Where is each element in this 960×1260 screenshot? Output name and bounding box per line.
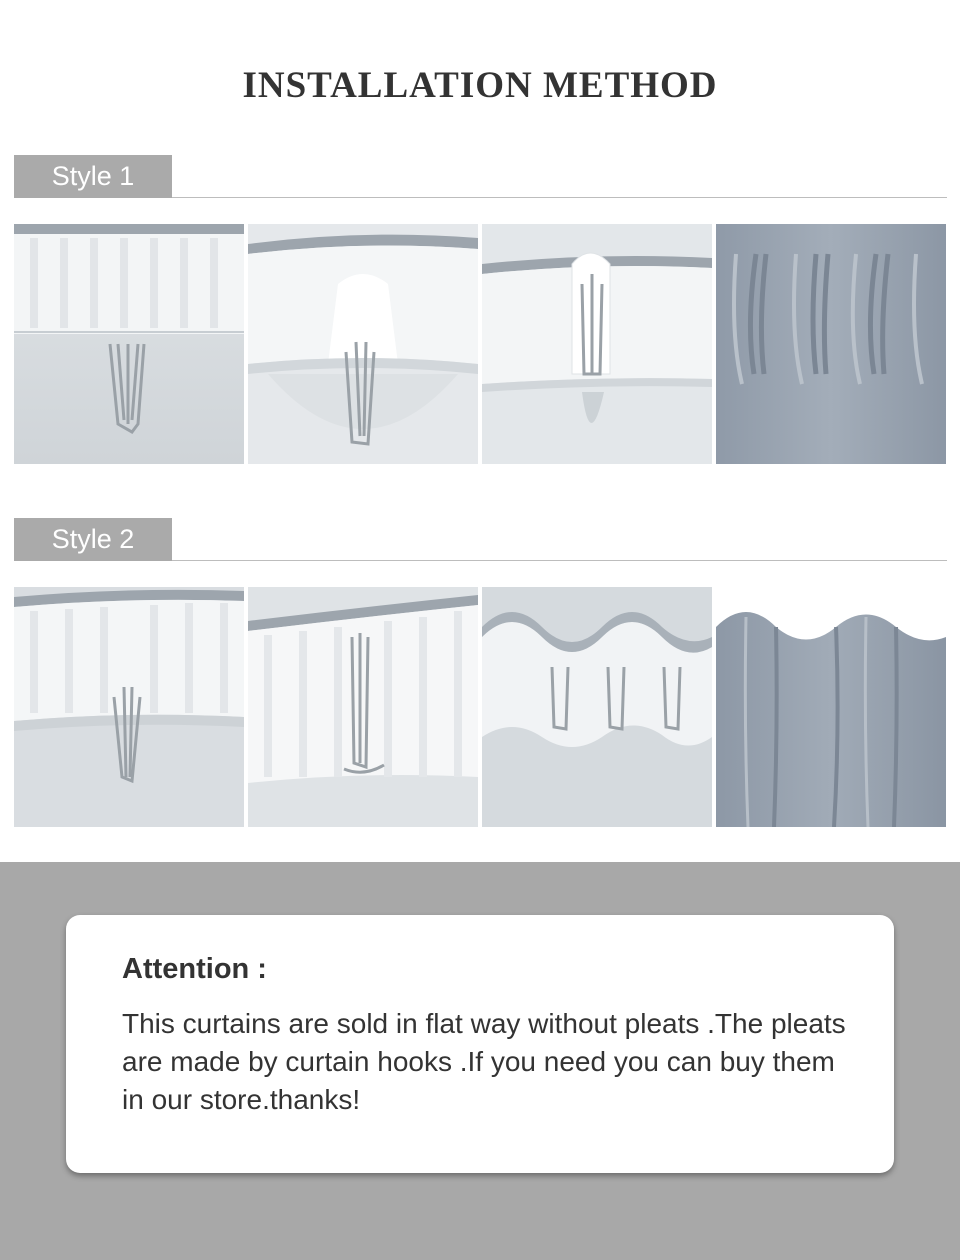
photo-hook-under-tape (14, 224, 244, 464)
attention-card (66, 915, 894, 1173)
page-title: INSTALLATION METHOD (242, 65, 718, 106)
style-2-photo-row (14, 587, 946, 827)
photo-hook-inserted-gathered (248, 224, 478, 464)
photo-wave-pleat-result (716, 587, 946, 827)
photo-hook-clipped-top (482, 224, 712, 464)
attention-title: Attention : (122, 953, 267, 985)
photo-pinch-pleat-result (716, 224, 946, 464)
divider (172, 197, 947, 198)
photo-hook-under-tape-low (14, 587, 244, 827)
style-1-tab: Style 1 (14, 155, 172, 198)
photo-hook-inserted-flat (248, 587, 478, 827)
photo-hooks-wave-fold (482, 587, 712, 827)
style-1-photo-row (14, 224, 946, 464)
style-2-tab: Style 2 (14, 518, 172, 561)
style-2-header (14, 518, 947, 562)
divider (172, 560, 947, 561)
attention-body: This curtains are sold in flat way without pleats .The pleats are made by curtain hooks .If you need you can buy them in our store.thanks! (122, 1008, 846, 1115)
style-1-header (14, 155, 947, 199)
